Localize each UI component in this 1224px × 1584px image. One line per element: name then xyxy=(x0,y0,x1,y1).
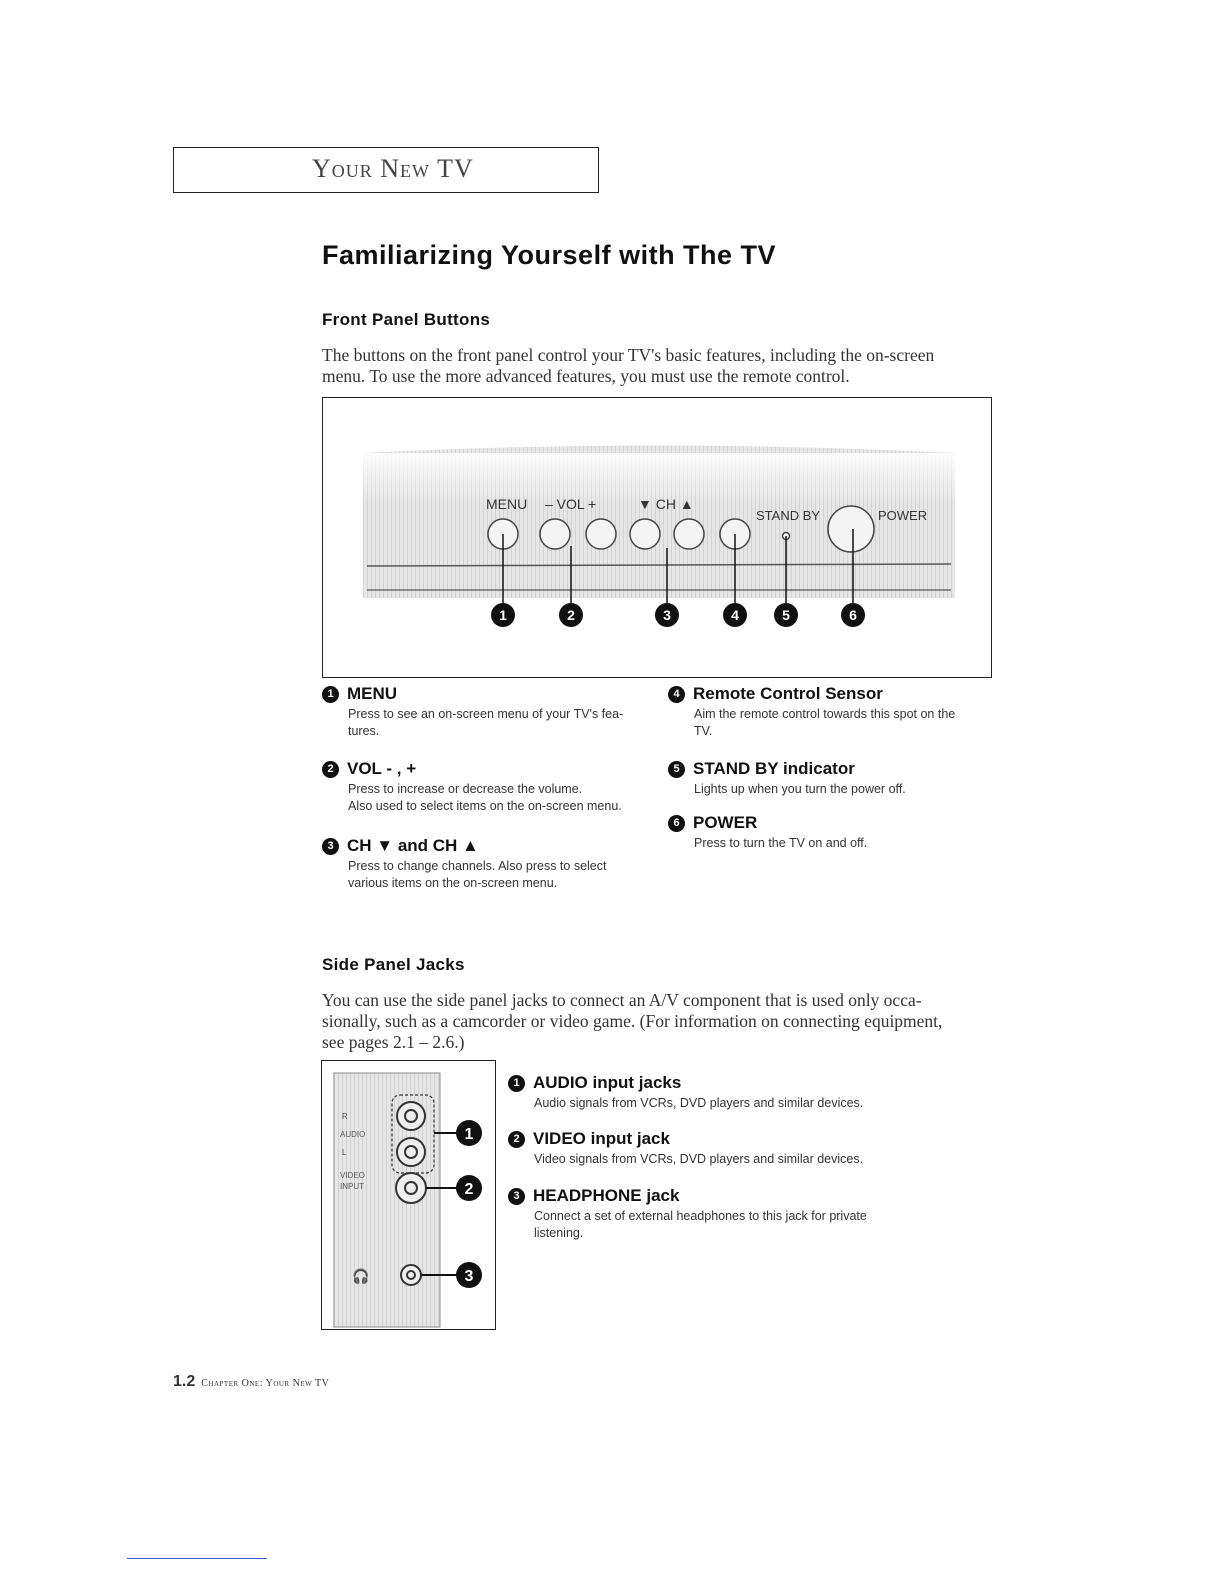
ch-down-button[interactable] xyxy=(630,519,660,549)
item-title: POWER xyxy=(693,813,758,832)
item-number-badge: 3 xyxy=(508,1188,525,1205)
side-panel-heading: Side Panel Jacks xyxy=(322,955,465,974)
front-panel-intro: The buttons on the front panel control your TV's basic features, including the on-screen menu. To use the more advanced features, you must use the remote control. xyxy=(322,345,935,386)
item-title: HEADPHONE jack xyxy=(533,1186,680,1205)
page-title: Familiarizing Yourself with The TV xyxy=(322,240,777,270)
callout-1: 1 xyxy=(499,607,507,623)
item-number-badge: 1 xyxy=(508,1075,525,1092)
item-vol: 2 VOL - , + Press to increase or decrease the volume. Also used to select items on the on-screen menu. xyxy=(322,759,622,815)
bottom-rule xyxy=(127,1558,267,1559)
page-number: 1.2 xyxy=(173,1373,196,1390)
item-headphone: 3 HEADPHONE jack Connect a set of external headphones to this jack for private listening. xyxy=(508,1186,867,1242)
item-title: MENU xyxy=(347,684,398,703)
jack-label-l: L xyxy=(342,1148,347,1157)
item-title: CH ▼ and CH ▲ xyxy=(347,836,479,855)
label-menu: MENU xyxy=(486,496,528,512)
callout-6: 6 xyxy=(849,607,857,623)
jack-callout-3: 3 xyxy=(464,1268,474,1285)
side-panel-figure xyxy=(321,1060,496,1330)
item-title: VOL - , + xyxy=(347,759,417,778)
item-remote-sensor: 4 Remote Control Sensor Aim the remote control towards this spot on the TV. xyxy=(668,684,955,740)
front-panel-figure xyxy=(322,397,992,678)
jack-label-r: R xyxy=(342,1112,348,1121)
chapter-label: Chapter One: Your New TV xyxy=(201,1378,330,1389)
item-title: AUDIO input jacks xyxy=(533,1073,682,1092)
label-vol: – VOL + xyxy=(545,496,597,512)
ch-up-button[interactable] xyxy=(674,519,704,549)
item-title: STAND BY indicator xyxy=(693,759,855,778)
label-power: POWER xyxy=(878,508,928,523)
section-title: Your New TV xyxy=(312,154,474,183)
item-ch: 3 CH ▼ and CH ▲ Press to change channels. Also press to select various items on the on-screen menu. xyxy=(322,836,606,892)
item-title: VIDEO input jack xyxy=(533,1129,670,1148)
jack-callout-2: 2 xyxy=(464,1181,474,1198)
item-menu: 1 MENU Press to see an on-screen menu of your TV's fea- tures. xyxy=(322,684,623,740)
item-audio-input: 1 AUDIO input jacks Audio signals from VCRs, DVD players and similar devices. xyxy=(508,1073,863,1112)
item-number-badge: 5 xyxy=(668,761,685,778)
section-header-box xyxy=(173,147,599,193)
item-number-badge: 2 xyxy=(508,1131,525,1148)
vol-down-button[interactable] xyxy=(540,519,570,549)
label-ch: ▼ CH ▲ xyxy=(638,496,694,512)
item-number-badge: 6 xyxy=(668,815,685,832)
power-button[interactable] xyxy=(828,506,874,552)
callout-4: 4 xyxy=(731,607,739,623)
side-panel-intro: You can use the side panel jacks to connect an A/V component that is used only occa- sionally, such as a camcorder or video game. (For information on connecting equipment, see pages 2.1 – 2.6.) xyxy=(322,990,943,1052)
callout-3: 3 xyxy=(663,607,671,623)
item-video-input: 2 VIDEO input jack Video signals from VCRs, DVD players and similar devices. xyxy=(508,1129,863,1168)
item-number-badge: 4 xyxy=(668,686,685,703)
front-panel-illustration xyxy=(323,398,991,677)
label-standby: STAND BY xyxy=(756,508,821,523)
item-number-badge: 3 xyxy=(322,838,339,855)
side-panel-illustration xyxy=(322,1061,495,1329)
jack-label-video: VIDEO xyxy=(340,1171,365,1180)
jack-label-input: INPUT xyxy=(340,1182,364,1191)
item-number-badge: 2 xyxy=(322,761,339,778)
jack-callout-1: 1 xyxy=(464,1126,474,1143)
page-footer xyxy=(173,1373,329,1391)
callout-5: 5 xyxy=(782,607,790,623)
vol-up-button[interactable] xyxy=(586,519,616,549)
item-power: 6 POWER Press to turn the TV on and off. xyxy=(668,813,867,852)
item-number-badge: 1 xyxy=(322,686,339,703)
jack-label-audio: AUDIO xyxy=(340,1130,366,1139)
front-panel-heading: Front Panel Buttons xyxy=(322,310,491,329)
item-standby: 5 STAND BY indicator Lights up when you turn the power off. xyxy=(668,759,906,798)
item-title: Remote Control Sensor xyxy=(693,684,883,703)
headphone-icon: 🎧 xyxy=(352,1269,370,1285)
callout-2: 2 xyxy=(567,607,575,623)
